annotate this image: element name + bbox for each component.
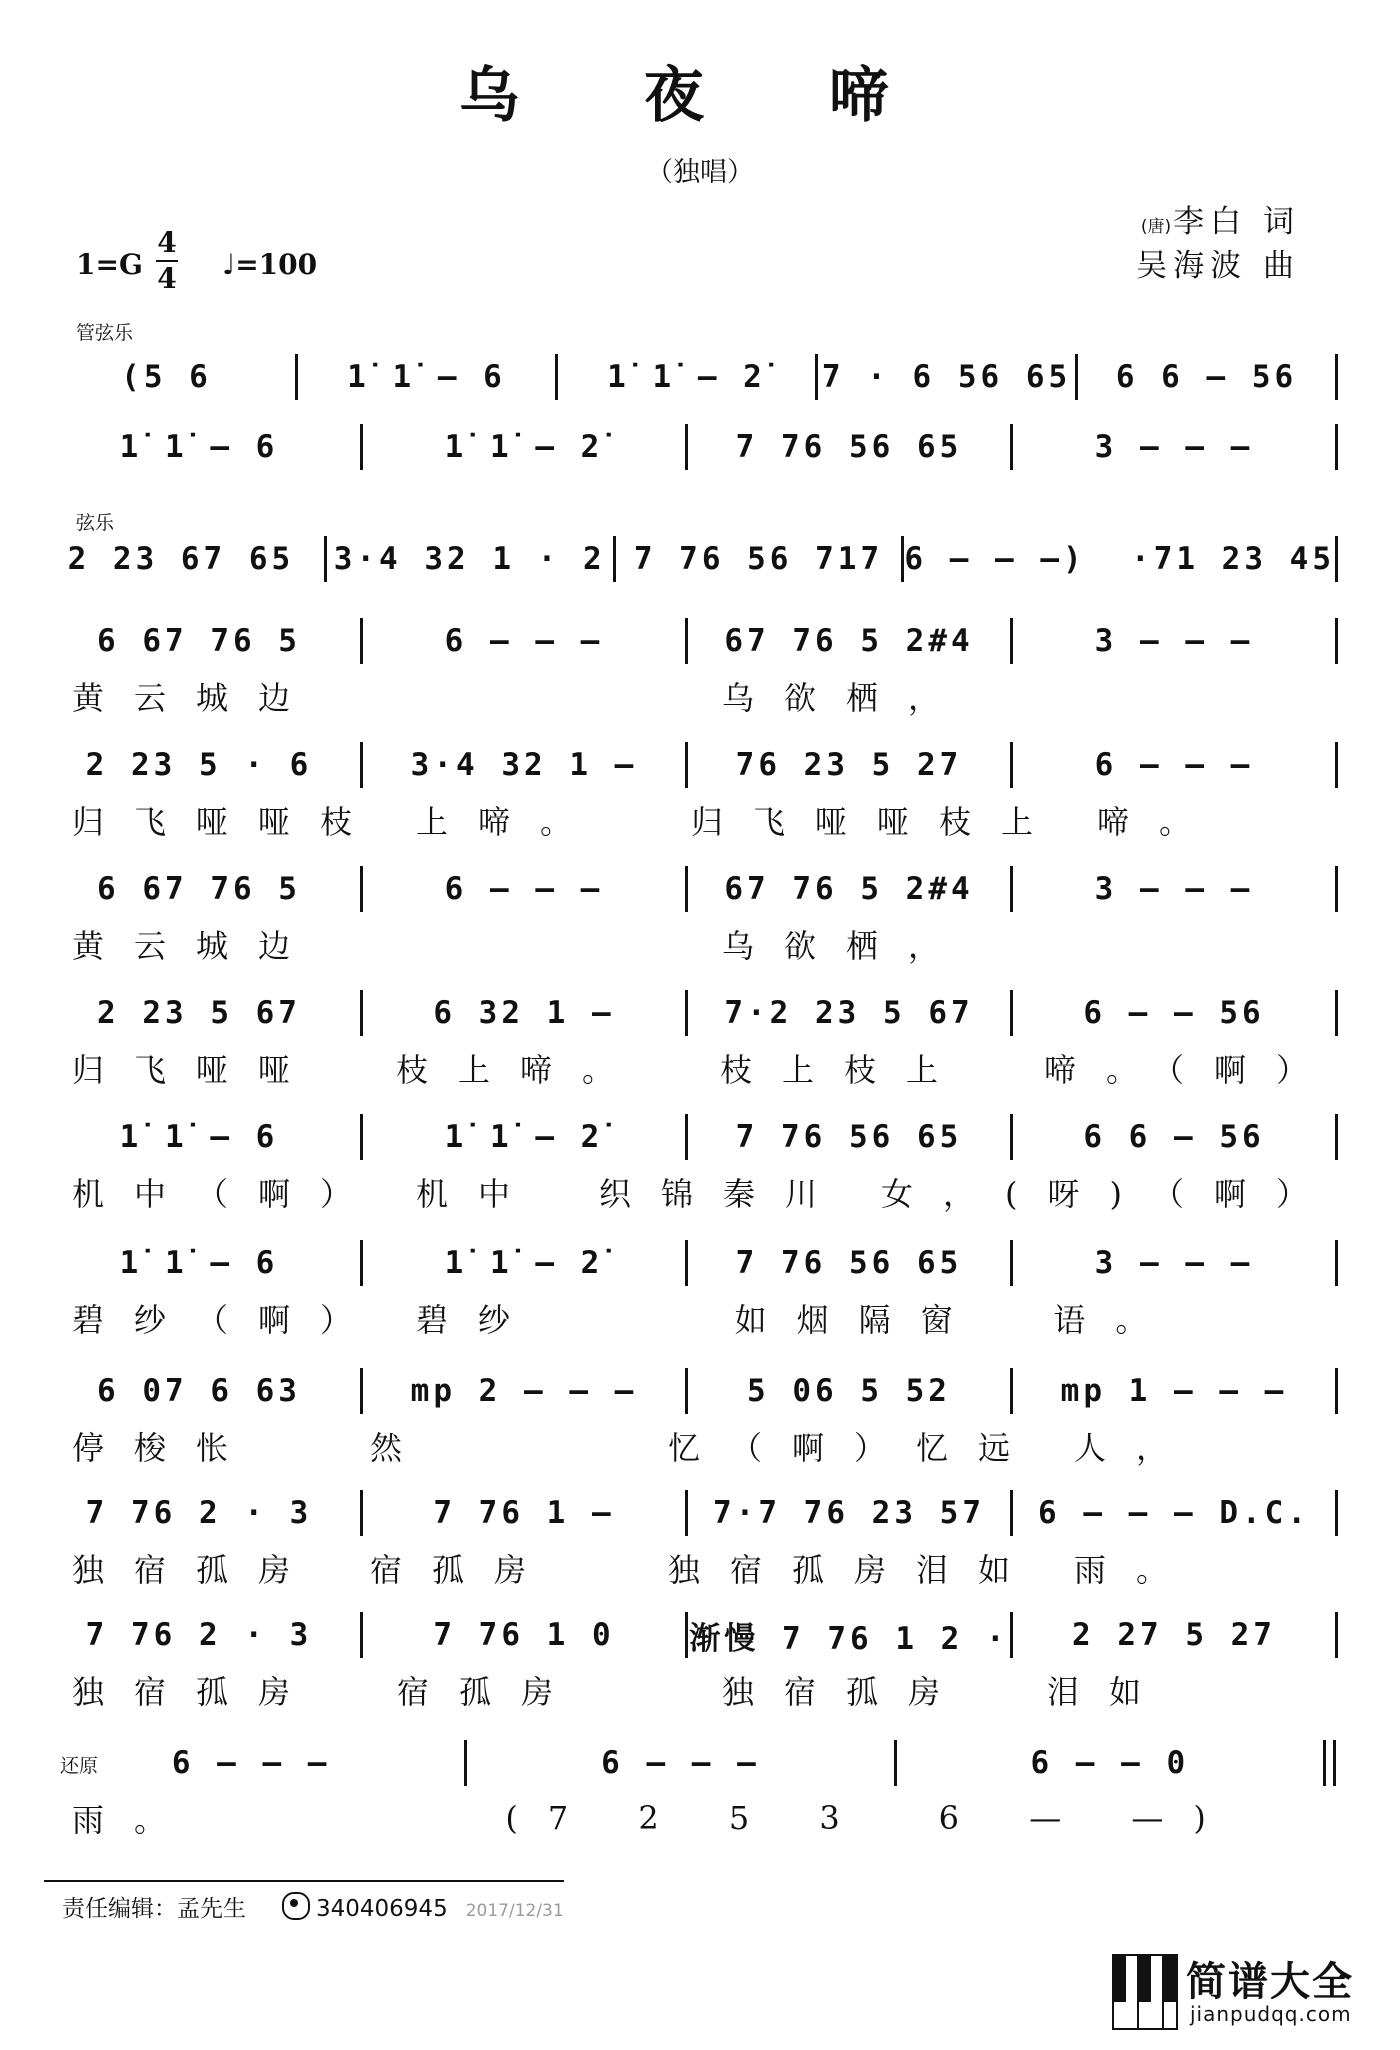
measure: 5 06 5 52 [747,1373,951,1409]
footer-rule [44,1880,564,1882]
staff-2 [38,418,1338,476]
time-signature [156,228,178,294]
lyric-segment: 然 [370,1429,433,1467]
measure: 7 76 1 — [433,1495,615,1531]
staff-6 [38,860,1338,965]
measure: 3 — — — [1094,429,1254,465]
measure: 7 76 2 · 3 [85,1617,313,1653]
measure: 67 76 5 2#4 [724,623,974,659]
lyric-segment: 枝上啼。 [396,1051,645,1089]
staff-notes [38,1108,1338,1166]
lyric-segment: 独宿孤房泪如 [668,1551,1041,1589]
measure: 3 — — — [1094,623,1254,659]
lyric-segment: 女，(呀)（啊） [881,1175,1338,1213]
lyrics-line [38,1046,1338,1090]
measure: 1̇ 1̇ — 2̇ [607,359,766,395]
staff-13 [38,1734,1338,1839]
site-logo[interactable] [1112,1950,1372,2032]
editor-credit: 责任编辑：孟先生 [62,1896,246,1922]
lyric-segment: 黄云城边 [72,679,321,717]
lyric-segment: 碧纱（啊） [72,1301,383,1339]
logo-name: 简谱大全 [1186,1959,1354,2005]
staff-notes [38,1484,1338,1542]
measure: 7 76 56 65 [735,1245,963,1281]
staff-10 [38,1362,1338,1467]
lyric-segment: 忆（啊）忆远 [668,1429,1041,1467]
staff-notes [38,530,1338,588]
staff-4 [38,612,1338,717]
measure: 6 — — 56 [1083,995,1265,1031]
lyric-segment: 上啼。 [416,803,603,841]
staff-3 [38,530,1338,588]
barline [1335,1490,1338,1536]
staff-notes [38,736,1338,794]
measure: 6 — — — [444,871,604,907]
lyric-segment: 语。 [1053,1301,1178,1339]
staff-7 [38,984,1339,1089]
measure: 3·4 32 1 — [410,747,638,783]
lyric-segment: 宿孤房 [397,1673,584,1711]
measure: 1̇ 1̇ — 2̇ [444,429,604,465]
measure: 7 76 2 · 3 [85,1495,313,1531]
measure: 3 — — — [1094,871,1254,907]
lyrics-line [38,798,1338,842]
staff-notes [38,612,1338,670]
footer-date: 2017/12/31 [465,1901,564,1921]
lyric-segment: 黄云城边 [72,927,321,965]
lyric-segment: 宿孤房 [370,1551,557,1589]
barline [1335,536,1338,582]
measure: 1̇ 1̇ — 6 [119,429,279,465]
composer-credit: 吴海波 曲 [1136,248,1300,284]
measure: 2 23 5 67 [97,995,301,1031]
measure: 7 76 1 0 [433,1617,615,1653]
lyric-segment: 独宿孤房 [72,1551,321,1589]
lyricist-credit [1141,196,1300,241]
lyric-segment: 雨。 [1074,1551,1199,1589]
measure: 2 27 5 27 [1072,1617,1276,1653]
measure: 6 6 — 56 [1083,1119,1265,1155]
measure: 6 6 — 56 [1115,359,1298,395]
restore-label: 还原 [60,1755,99,1777]
lyric-segment: 归飞哑哑枝 [72,803,383,841]
measure: 7 76 56 65 [735,1119,963,1155]
key-signature: 1=G [76,248,143,281]
lyric-segment: 织锦秦川 [599,1175,848,1213]
measure: 7 76 56 717 [633,541,884,577]
measure: 6 32 1 — [433,995,615,1031]
staff-notes [38,984,1338,1042]
measure: 6 — — — [1094,747,1254,783]
barline [1335,618,1338,664]
lyric-segment: 人， [1074,1429,1199,1467]
subtitle: （独唱） [646,157,754,188]
lyrics-line [38,1796,1338,1840]
lyric-segment: 机中 [416,1175,541,1213]
barline [1335,742,1338,788]
barline [1335,1114,1338,1160]
measure: 1̇ 1̇ — 6 [119,1245,279,1281]
staff-5 [38,736,1338,841]
staff-notes [38,1234,1338,1292]
lyric-segment: 啼。（啊） [1044,1051,1339,1089]
measure: 6 — — — D.C. [1038,1495,1310,1531]
lyricist-name: 李白 词 [1173,204,1300,240]
measure: 1̇ 1̇ — 6 [347,359,506,395]
measure: 7 · 6 56 65 [821,359,1072,395]
measure: 6 — — 0 [1030,1745,1190,1781]
lyric-segment: 乌欲栖， [722,927,971,965]
measure: 1̇ 1̇ — 2̇ [444,1245,604,1281]
measure: 6 — — —) ·71 23 45 [904,541,1335,577]
measure: 2 23 5 · 6 [85,747,313,783]
lyrics-line [38,674,1338,718]
barline [1335,990,1338,1036]
barline [1335,866,1338,912]
measure: mp 1 — — — [1060,1373,1288,1409]
qq-number: 340406945 [316,1896,448,1922]
tempo-marking: ♩=100 [222,248,318,281]
measure: 1̇ 1̇ — 6 [119,1119,279,1155]
lyric-segment: 6 — —) [938,1799,1236,1837]
lyric-segment: 独宿孤房 [722,1673,971,1711]
measure: 76 23 5 27 [735,747,963,783]
measure: 67 76 5 2#4 [724,871,974,907]
lyric-segment: 独宿孤房 [72,1673,321,1711]
footer [62,1890,564,1923]
final-barline [1323,1740,1326,1786]
lyric-segment: 归飞哑哑 [72,1051,321,1089]
lyric-segment: 归飞哑哑枝上 [691,803,1064,841]
measure: 6 — — — [444,623,604,659]
measure: 7·2 23 5 67 [724,995,974,1031]
measure: (5 6 [121,359,212,395]
lyrics-line [38,1170,1338,1214]
lyric-segment: (7 2 5 3 [505,1799,870,1837]
staff-notes [38,1734,1338,1792]
lyric-segment: 枝上枝上 [720,1051,969,1089]
lyrics-line [38,1668,1338,1712]
barline [1335,1368,1338,1414]
staff-notes [38,348,1338,406]
staff-notes [38,418,1338,476]
barline [1335,1240,1338,1286]
staff-12 [38,1606,1338,1711]
lyric-segment: 机中（啊） [72,1175,383,1213]
song-title: 乌 夜 啼 [459,61,941,131]
piano-keys-icon [1112,1954,1178,2030]
measure: mp 2 — — — [410,1373,638,1409]
lyric-segment: 碧纱 [416,1301,541,1339]
measure: 6 67 76 5 [97,623,301,659]
measure: 7·7 76 23 57 [713,1495,985,1531]
qq-icon [282,1892,310,1920]
measure: 1̇ 1̇ — 2̇ [444,1119,604,1155]
measure: 6 07 6 63 [97,1373,301,1409]
staff-9 [38,1234,1338,1339]
time-signature-bottom: 4 [157,262,177,295]
barline [1335,354,1338,400]
measure: 2 23 67 65 [67,541,295,577]
measure: 7 76 56 65 [735,429,963,465]
barline [1335,424,1338,470]
lyrics-line [38,922,1338,966]
time-signature-top: 4 [157,226,177,259]
measure: 渐慢 7 76 1 2 · [689,1620,1009,1657]
measure: 6 — — — [171,1745,331,1781]
intro-label: 管弦乐 [76,322,134,344]
staff-1 [38,348,1338,406]
staff-8 [38,1108,1338,1213]
lyrics-line [38,1296,1338,1340]
lyricist-era: (唐) [1140,217,1172,237]
lyric-segment: 如烟隔窗 [734,1301,983,1339]
lyric-segment: 啼。 [1097,803,1222,841]
lyrics-line [38,1424,1338,1468]
lyric-segment: 泪如 [1047,1673,1172,1711]
measure: 6 67 76 5 [97,871,301,907]
measure: 3 — — — [1094,1245,1254,1281]
lyric-segment: 乌欲栖， [722,679,971,717]
lyric-segment: 停梭怅 [72,1429,259,1467]
lyric-segment: 雨。 [72,1801,197,1839]
lyrics-line [38,1546,1338,1590]
staff-11 [38,1484,1338,1589]
measure: 3·4 32 1 · 2 [333,541,606,577]
staff-notes [38,1606,1338,1664]
staff-notes [38,860,1338,918]
measure: 6 — — — [601,1745,760,1781]
barline [1335,1612,1338,1658]
strings-label: 弦乐 [76,512,115,534]
logo-domain: jianpudqq.com [1190,2002,1352,2026]
staff-notes [38,1362,1338,1420]
